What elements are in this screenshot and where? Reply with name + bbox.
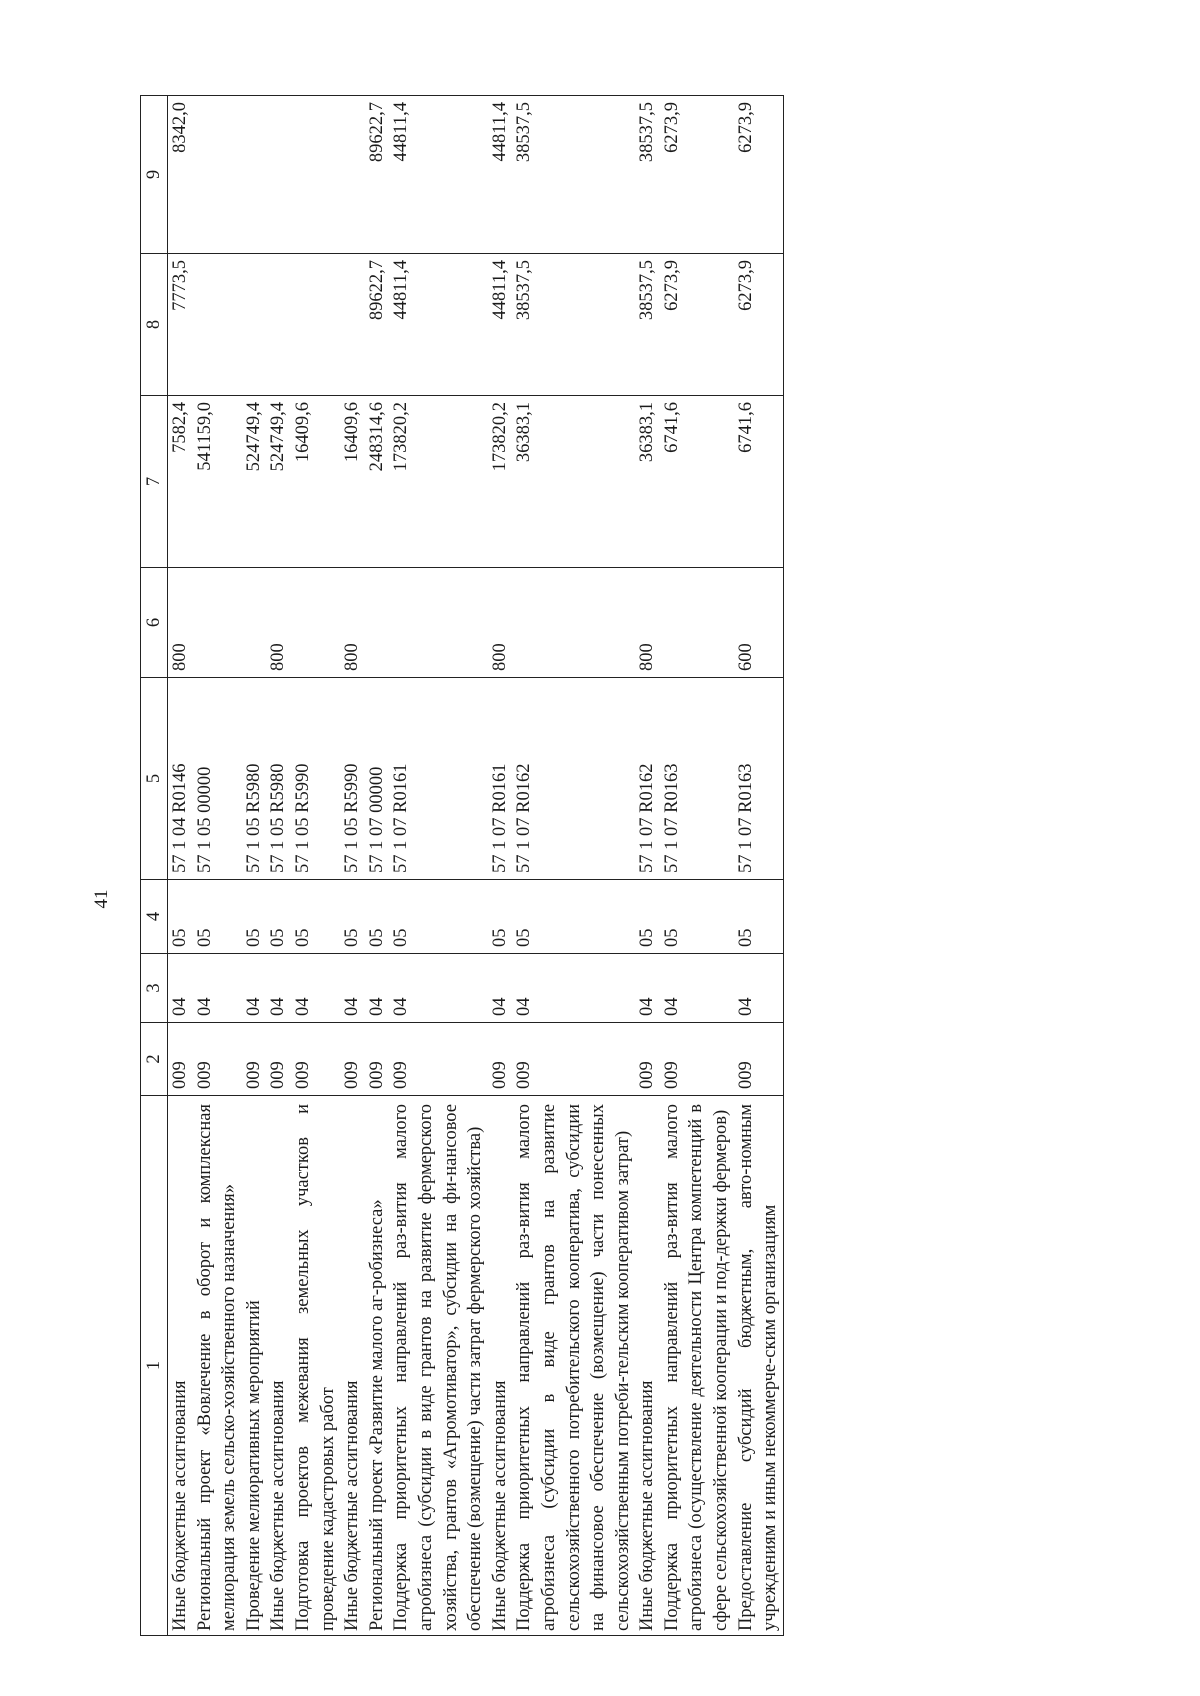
table-row [266,96,291,1636]
cell-amount-col8: 6273,9 [660,254,734,396]
cell-ministry-code: 009 [291,1023,340,1096]
cell-amount-col7: 16409,6 [340,396,365,568]
cell-expense-type: 800 [340,568,365,678]
column-header: 2 [141,1023,168,1096]
cell-amount-col8: 38537,5 [635,254,660,396]
page-number: 41 [91,889,112,909]
cell-section-code: 04 [389,954,487,1023]
cell-ministry-code: 009 [488,1023,513,1096]
header-row [141,96,168,1636]
cell-expense-type: 800 [266,568,291,678]
cell-amount-col7: 6741,6 [734,396,784,568]
cell-amount-col7: 524749,4 [242,396,267,568]
cell-amount-col9: 38537,5 [635,96,660,254]
cell-subsection-code: 05 [266,880,291,954]
column-header: 8 [141,254,168,396]
cell-target-article: 57 1 05 00000 [193,678,242,880]
cell-amount-col9 [193,96,242,254]
cell-subsection-code: 05 [291,880,340,954]
table-row [389,96,487,1636]
cell-section-code: 04 [242,954,267,1023]
cell-amount-col9: 8342,0 [168,96,193,254]
column-header: 9 [141,96,168,254]
cell-amount-col7: 6741,6 [660,396,734,568]
column-header: 4 [141,880,168,954]
cell-amount-col8 [193,254,242,396]
table-row [168,96,193,1636]
cell-amount-col7: 248314,6 [365,396,390,568]
row-label: Иные бюджетные ассигнования [266,1096,291,1636]
cell-target-article: 57 1 07 R0163 [660,678,734,880]
cell-amount-col9 [242,96,267,254]
column-header: 3 [141,954,168,1023]
cell-amount-col7: 36383,1 [512,396,635,568]
cell-amount-col8: 6273,9 [734,254,784,396]
cell-amount-col9: 6273,9 [734,96,784,254]
cell-subsection-code: 05 [734,880,784,954]
cell-subsection-code: 05 [488,880,513,954]
cell-section-code: 04 [168,954,193,1023]
cell-amount-col8 [291,254,340,396]
cell-amount-col8: 44811,4 [488,254,513,396]
cell-expense-type [242,568,267,678]
cell-section-code: 04 [266,954,291,1023]
cell-section-code: 04 [365,954,390,1023]
cell-target-article: 57 1 05 R5990 [340,678,365,880]
table-row [660,96,734,1636]
cell-ministry-code: 009 [193,1023,242,1096]
cell-amount-col9: 44811,4 [389,96,487,254]
row-label: Проведение мелиоративных мероприятий [242,1096,267,1636]
column-header: 1 [141,1096,168,1636]
cell-amount-col8 [266,254,291,396]
cell-expense-type [389,568,487,678]
cell-expense-type: 600 [734,568,784,678]
cell-subsection-code: 05 [389,880,487,954]
cell-section-code: 04 [635,954,660,1023]
cell-amount-col8 [340,254,365,396]
cell-ministry-code: 009 [266,1023,291,1096]
cell-amount-col7: 16409,6 [291,396,340,568]
cell-subsection-code: 05 [242,880,267,954]
cell-amount-col7: 36383,1 [635,396,660,568]
cell-amount-col9: 44811,4 [488,96,513,254]
cell-ministry-code: 009 [365,1023,390,1096]
cell-ministry-code: 009 [660,1023,734,1096]
row-label: Поддержка приоритетных направлений раз-вития малого агробизнеса (субсидии в виде грантов на развитие сельскохозяйственного потребительского кооператива, субсидии на финансовое обеспечение (возмещение) части понесенных сельскохозяйственным потреби-тельским кооперативом затрат) [512,1096,635,1636]
cell-subsection-code: 05 [340,880,365,954]
table-row [635,96,660,1636]
cell-amount-col8: 7773,5 [168,254,193,396]
cell-section-code: 04 [193,954,242,1023]
row-label: Региональный проект «Вовлечение в оборот и комплексная мелиорация земель сельско-хозяйственного назначения» [193,1096,242,1636]
cell-expense-type [291,568,340,678]
cell-target-article: 57 1 04 R0146 [168,678,193,880]
cell-target-article: 57 1 07 R0161 [488,678,513,880]
cell-target-article: 57 1 05 R5980 [242,678,267,880]
column-header: 7 [141,396,168,568]
cell-expense-type [365,568,390,678]
table-row [512,96,635,1636]
cell-target-article: 57 1 07 R0163 [734,678,784,880]
cell-subsection-code: 05 [635,880,660,954]
cell-expense-type: 800 [635,568,660,678]
table-row [488,96,513,1636]
cell-target-article: 57 1 07 R0162 [635,678,660,880]
row-label: Иные бюджетные ассигнования [635,1096,660,1636]
cell-subsection-code: 05 [512,880,635,954]
table-row [242,96,267,1636]
cell-amount-col9 [291,96,340,254]
cell-amount-col9 [266,96,291,254]
table-row [340,96,365,1636]
cell-amount-col8: 44811,4 [389,254,487,396]
cell-amount-col8 [242,254,267,396]
table-row [193,96,242,1636]
cell-subsection-code: 05 [365,880,390,954]
cell-expense-type: 800 [168,568,193,678]
cell-amount-col7: 173820,2 [389,396,487,568]
column-header: 5 [141,678,168,880]
table-row [291,96,340,1636]
budget-table [140,95,784,1636]
row-label: Иные бюджетные ассигнования [168,1096,193,1636]
column-header: 6 [141,568,168,678]
cell-amount-col7: 173820,2 [488,396,513,568]
cell-ministry-code: 009 [734,1023,784,1096]
cell-ministry-code: 009 [242,1023,267,1096]
cell-target-article: 57 1 05 R5980 [266,678,291,880]
cell-amount-col9: 6273,9 [660,96,734,254]
cell-ministry-code: 009 [635,1023,660,1096]
cell-section-code: 04 [340,954,365,1023]
cell-ministry-code: 009 [389,1023,487,1096]
row-label: Подготовка проектов межевания земельных участков и проведение кадастровых работ [291,1096,340,1636]
row-label: Региональный проект «Развитие малого аг-робизнеса» [365,1096,390,1636]
cell-expense-type [512,568,635,678]
row-label: Поддержка приоритетных направлений раз-вития малого агробизнеса (осуществление деятельности Центра компетенций в сфере сельскохозяйственной кооперации и под-держки фермеров) [660,1096,734,1636]
row-label: Предоставление субсидий бюджетным, авто-номным учреждениям и иным некоммерче-ским организациям [734,1096,784,1636]
cell-amount-col7: 541159,0 [193,396,242,568]
cell-section-code: 04 [291,954,340,1023]
cell-target-article: 57 1 05 R5990 [291,678,340,880]
cell-section-code: 04 [734,954,784,1023]
cell-section-code: 04 [488,954,513,1023]
row-label: Иные бюджетные ассигнования [488,1096,513,1636]
cell-amount-col9: 38537,5 [512,96,635,254]
cell-subsection-code: 05 [168,880,193,954]
cell-subsection-code: 05 [193,880,242,954]
cell-amount-col8: 89622,7 [365,254,390,396]
cell-expense-type [660,568,734,678]
cell-subsection-code: 05 [660,880,734,954]
cell-target-article: 57 1 07 R0161 [389,678,487,880]
cell-ministry-code: 009 [168,1023,193,1096]
cell-ministry-code: 009 [340,1023,365,1096]
cell-expense-type: 800 [488,568,513,678]
cell-amount-col8: 38537,5 [512,254,635,396]
table-row [365,96,390,1636]
cell-ministry-code: 009 [512,1023,635,1096]
cell-expense-type [193,568,242,678]
cell-amount-col9: 89622,7 [365,96,390,254]
cell-amount-col7: 7582,4 [168,396,193,568]
table-row [734,96,784,1636]
cell-target-article: 57 1 07 R0162 [512,678,635,880]
cell-section-code: 04 [512,954,635,1023]
cell-amount-col9 [340,96,365,254]
cell-section-code: 04 [660,954,734,1023]
cell-amount-col7: 524749,4 [266,396,291,568]
cell-target-article: 57 1 07 00000 [365,678,390,880]
row-label: Поддержка приоритетных направлений раз-вития малого агробизнеса (субсидии в виде грантов на развитие фермерского хозяйства, грантов «Агромотиватор», субсидии на фи-нансовое обеспечение (возмещение) части затрат фермерского хозяйства) [389,1096,487,1636]
row-label: Иные бюджетные ассигнования [340,1096,365,1636]
